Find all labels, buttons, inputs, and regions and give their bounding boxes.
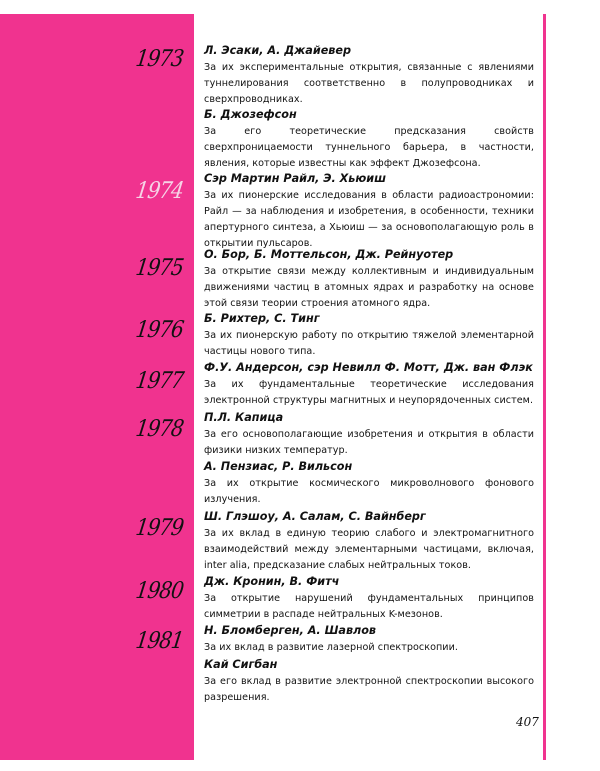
prize-citation: За их открытие космического микроволнового фонового излучения. bbox=[204, 478, 534, 505]
laureate-names: Ш. Глэшоу, А. Салам, С. Вайнберг bbox=[204, 510, 426, 523]
prize-entry bbox=[204, 43, 534, 108]
prize-entry bbox=[204, 311, 534, 360]
year-label-1974: 1974 bbox=[134, 176, 185, 204]
laureate-names: Б. Рихтер, С. Тинг bbox=[204, 312, 320, 325]
year-label-1973: 1973 bbox=[134, 44, 185, 72]
prize-entry bbox=[204, 574, 534, 623]
prize-entry bbox=[204, 247, 534, 312]
year-label-1979: 1979 bbox=[134, 513, 185, 541]
prize-citation: За его теоретические предсказания свойств сверхпроницаемости туннельного барьера, в частности, явления, которые известны как эффект Джозефсона. bbox=[204, 126, 534, 169]
prize-entry bbox=[204, 459, 534, 508]
laureate-names: О. Бор, Б. Моттельсон, Дж. Рейнуотер bbox=[204, 248, 454, 261]
prize-entry bbox=[204, 107, 534, 172]
prize-entry bbox=[204, 623, 534, 656]
year-label-1980: 1980 bbox=[134, 576, 185, 604]
prize-citation: За его вклад в развитие электронной спектроскопии высокого разрешения. bbox=[204, 676, 534, 703]
prize-citation: За их пионерские исследования в области радиоастрономии: Райл — за наблюдения и изобретения, в особенности, техники апертурного синтеза, а Хьюиш — за основополагающую роль в открытии пульсаров. bbox=[204, 190, 534, 249]
prize-citation: За их пионерскую работу по открытию тяжелой элементарной частицы нового типа. bbox=[204, 330, 534, 357]
year-label-1978: 1978 bbox=[134, 414, 185, 442]
year-label-1976: 1976 bbox=[134, 315, 185, 343]
prize-citation: За его основополагающие изобретения и открытия в области физики низких температур. bbox=[204, 429, 534, 456]
laureate-names: Сэр Мартин Райл, Э. Хьюиш bbox=[204, 172, 386, 185]
prize-citation: За их вклад в развитие лазерной спектроскопии. bbox=[204, 642, 458, 653]
year-label-1975: 1975 bbox=[134, 253, 185, 281]
prize-entry bbox=[204, 657, 534, 706]
prize-citation: За открытие связи между коллективным и индивидуальным движениями частиц в атомных ядрах и разработку на основе этой связи теории строения атомного ядра. bbox=[204, 266, 534, 309]
laureate-names: Ф.У. Андерсон, сэр Невилл Ф. Мотт, Дж. ван Флэк bbox=[204, 361, 533, 374]
right-margin-rule bbox=[543, 14, 546, 760]
laureate-names: Кай Сигбан bbox=[204, 658, 278, 671]
page-number: 407 bbox=[516, 715, 539, 729]
prize-entry bbox=[204, 410, 534, 459]
laureate-names: Н. Бломберген, А. Шавлов bbox=[204, 624, 376, 637]
laureate-names: А. Пензиас, Р. Вильсон bbox=[204, 460, 353, 473]
laureate-names: Л. Эсаки, А. Джайевер bbox=[204, 44, 351, 57]
prize-citation: За их экспериментальные открытия, связанные с явлениями туннелирования соответственно в полупроводниках и сверхпроводниках. bbox=[204, 62, 534, 105]
prize-citation: За их вклад в единую теорию слабого и электромагнитного взаимодействий между элементарными частицами, включая, inter alia, предсказание слабых нейтральных токов. bbox=[204, 528, 534, 571]
laureate-names: Дж. Кронин, В. Фитч bbox=[204, 575, 340, 588]
prize-citation: За открытие нарушений фундаментальных принципов симметрии в распаде нейтральных K-мезонов. bbox=[204, 593, 534, 620]
prize-entry bbox=[204, 509, 534, 574]
year-label-1977: 1977 bbox=[134, 366, 185, 394]
prize-citation: За их фундаментальные теоретические исследования электронной структуры магнитных и неупорядоченных систем. bbox=[204, 379, 534, 406]
laureate-names: Б. Джозефсон bbox=[204, 108, 297, 121]
prize-entry bbox=[204, 360, 534, 409]
year-label-1981: 1981 bbox=[134, 626, 185, 654]
laureate-names: П.Л. Капица bbox=[204, 411, 284, 424]
prize-entry bbox=[204, 171, 534, 252]
